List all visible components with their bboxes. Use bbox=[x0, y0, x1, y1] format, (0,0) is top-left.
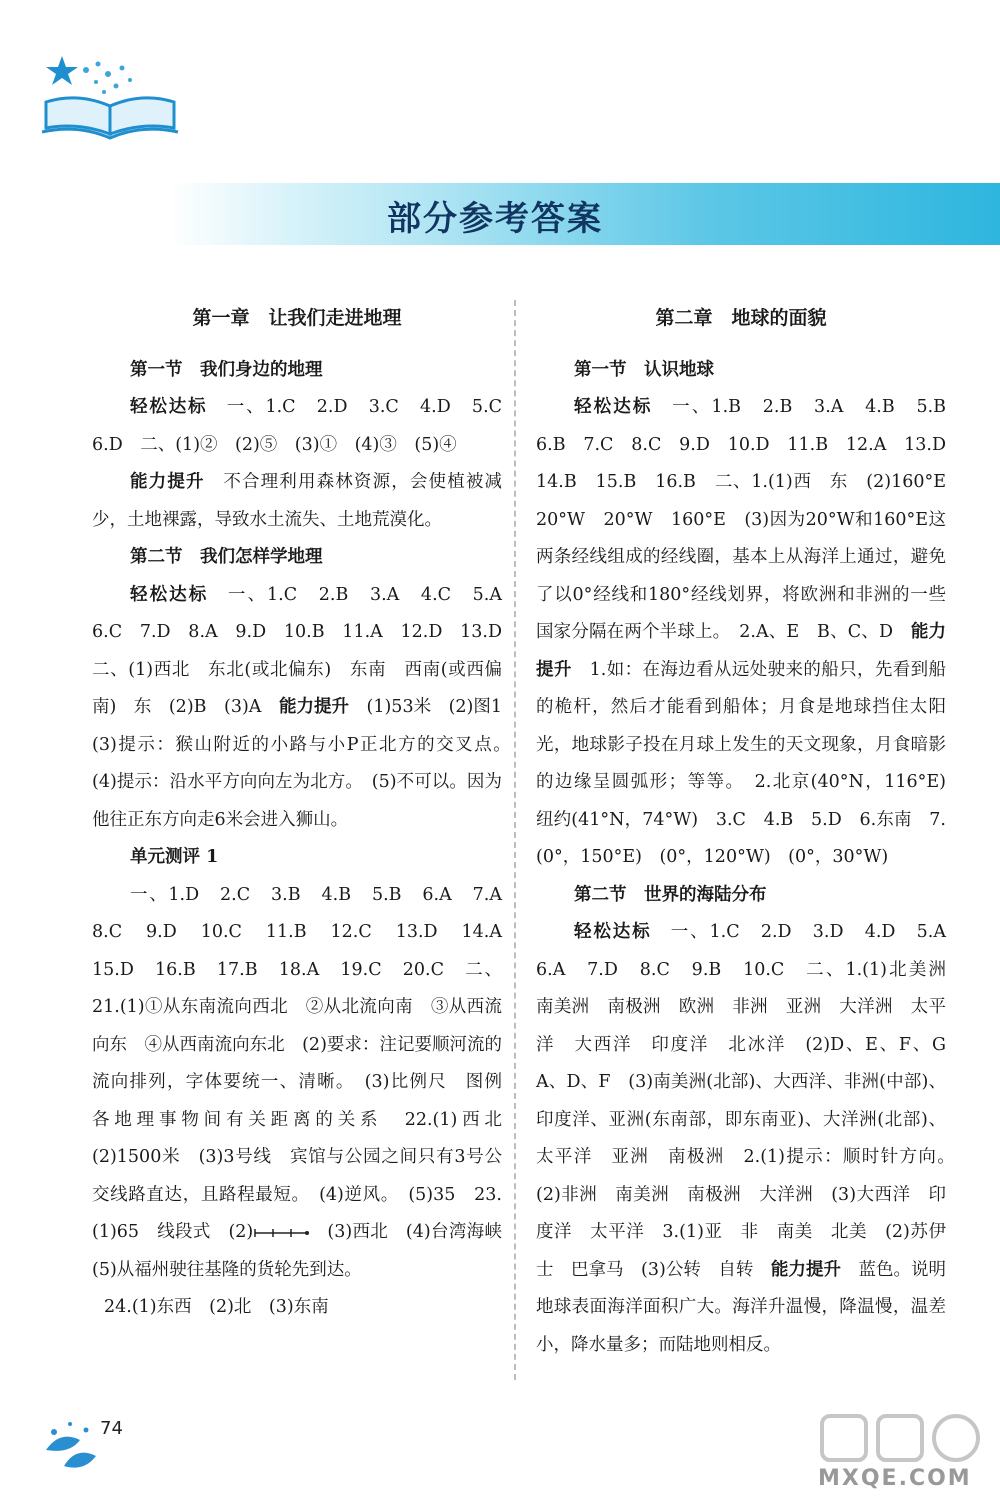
chapter-1-title: 第一章 让我们走进地理 bbox=[192, 307, 402, 329]
answer-text: 一、1.B 2.B 3.A 4.B 5.B 6.B 7.C 8.C 9.D 10.D 11.B 12.A 13.D 14.B 15.B 16.B 二、1.(1)西 东 (2)160°E 20°W 20°W 160°E (3)因为20°W和160°E这两条经线组成的经线圈，基本上从海洋上通过，避免了以0°经线和180°经线划界，将欧洲和非洲的一些国家分隔在两个半球上。 2.A、E B、C、D bbox=[536, 397, 964, 642]
title-banner bbox=[170, 183, 1000, 245]
chapter-1-section-2-title: 第二节 我们怎样学地理 bbox=[130, 547, 323, 567]
chapter-2-section-2-answers bbox=[536, 914, 964, 1364]
chapter-2-section-1-title: 第一节 认识地球 bbox=[574, 359, 714, 380]
label-advanced: 能力提升 bbox=[770, 1259, 841, 1280]
answer-text: 一、1.C 2.D 3.C 4.D 5.C 6.D 二、(1)② (2)⑤ (3)① (4)③ (5)④ bbox=[92, 397, 520, 455]
answer-text: 一、1.D 2.C 3.B 4.B 5.B 6.A 7.A 8.C 9.D 10.C 11.B 12.C 13.D 14.A 15.D 16.B 17.B 18.A 19.C 20.C 二、21.(1)①从东南流向西北 ②从北流向南 ③从西流向东 ④从西南流向东北 (2)要求：注记要顺河流的流向排列，字体要统一、清晰。 (3)比例尺 图例 各地理事物间有关距离的关系 22.(1)西北 (2)1500米 (3)3号线 宾馆与公园之间只有3号公交线路直达，且路程最短。 (4)逆风。 (5)35 23.(1)65 线段式 (2) bbox=[92, 884, 520, 1242]
chapter-1-section-1-advanced bbox=[92, 464, 502, 539]
answer-text: 一、1.C 2.D 3.D 4.D 5.A 6.A 7.D 8.C 9.B 10.C 二、1.(1)北美洲 南美洲 南极洲 欧洲 非洲 亚洲 大洋洲 太平洋 大西洋 印度洋 北冰洋 (2)D、E、F、G A、D、F (3)南美洲(北部)、大西洋、非洲(中部)、印度洋、亚洲(东南部，即东南亚)、大洋洲(北部)、太平洋 亚洲 南极洲 2.(1)提示：顺时针方向。 (2)非洲 南美洲 南极洲 大洋洲 (3)大西洋 印度洋 太平洋 3.(1)亚 非 南美 北美 (2)苏伊士 巴拿马 (3)公转 自转 bbox=[536, 922, 964, 1280]
answer-text: (3)西北 (4)台湾海峡 (5)从福州驶往基隆的货轮先到达。 bbox=[92, 1222, 520, 1280]
unit-test-1-q24: 24.(1)东西 (2)北 (3)东南 bbox=[104, 1297, 329, 1317]
label-basic: 轻松达标 bbox=[130, 397, 208, 417]
left-column bbox=[92, 300, 520, 1327]
label-advanced: 能力提升 bbox=[536, 622, 947, 680]
unit-test-1-title: 单元测评 1 bbox=[130, 847, 219, 867]
page-title: 部分参考答案 bbox=[387, 199, 603, 239]
open-book-stars-icon bbox=[38, 50, 188, 140]
answer-text: 蓝色。说明地球表面海洋面积广大。海洋升温慢，降温慢，温差小，降水量多；而陆地则相反。 bbox=[536, 1259, 947, 1355]
answer-text: 一、1.C 2.B 3.A 4.C 5.A 6.C 7.D 8.A 9.D 10.B 11.A 12.D 13.D 二、(1)西北 东北(或北偏东) 东南 西南(或西偏南) 东 (2)B (3)A bbox=[92, 584, 520, 717]
label-advanced: 能力提升 bbox=[130, 472, 205, 492]
label-advanced: 能力提升 bbox=[278, 697, 349, 717]
unit-test-1-answers bbox=[92, 877, 520, 1290]
column-divider bbox=[514, 300, 516, 1380]
label-basic: 轻松达标 bbox=[574, 397, 653, 417]
chapter-1-section-1-title: 第一节 我们身边的地理 bbox=[130, 359, 323, 380]
chapter-1-section-1-basic bbox=[92, 389, 520, 464]
chapter-2-section-1-answers bbox=[536, 389, 964, 877]
chapter-2-title: 第二章 地球的面貌 bbox=[655, 307, 827, 329]
chapter-2-section-2-title: 第二节 世界的海陆分布 bbox=[574, 884, 767, 905]
line-scale-icon bbox=[253, 1227, 309, 1239]
answer-text: 1.如：在海边看从远处驶来的船只，先看到船的桅杆，然后才能看到船体；月食是地球挡住太阳光，地球影子投在月球上发生的天文现象，月食暗影的边缘呈圆弧形；等等。 2.北京(40°N，116°E) 纽约(41°N，74°W) 3.C 4.B 5.D 6.东南 7.(0°，150°E) (0°，120°W) (0°，30°W) bbox=[536, 659, 964, 867]
label-basic: 轻松达标 bbox=[130, 584, 209, 605]
label-basic: 轻松达标 bbox=[574, 922, 652, 942]
page-number: 74 bbox=[100, 1418, 123, 1439]
answer-text: (1)53米 (2)图1 (3)提示：猴山附近的小路与小P正北方的交叉点。 (4)提示：沿水平方向向左为北方。 (5)不可以。因为他往正东方向走6米会进入狮山。 bbox=[92, 697, 520, 830]
right-column bbox=[536, 300, 964, 1364]
answer-text: 不合理利用森林资源，会使植被减少，土地裸露，导致水土流失、土地荒漠化。 bbox=[92, 472, 503, 530]
watermark-text: MXQE.COM bbox=[818, 1466, 972, 1491]
chapter-1-section-2-answers bbox=[92, 577, 520, 840]
